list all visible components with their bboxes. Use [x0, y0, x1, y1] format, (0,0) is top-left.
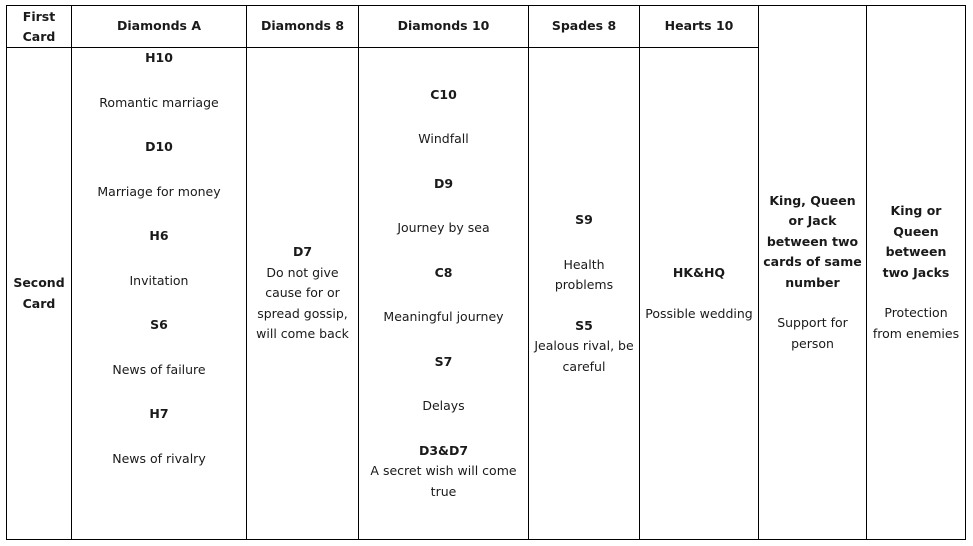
- row-label-line: Second: [13, 275, 65, 290]
- card-code: C8: [434, 264, 453, 280]
- card-code: D10: [145, 139, 173, 154]
- diamonds-a-cell: [72, 48, 246, 539]
- card-code: HK&HQ: [672, 265, 726, 280]
- combo-title-line: King or: [890, 203, 942, 218]
- header-spades-8: [529, 6, 639, 47]
- card-code: H10: [145, 50, 173, 65]
- card-meaning: Windfall: [418, 131, 469, 147]
- header-diamonds-8: [247, 6, 358, 47]
- card-code: D3&D7: [418, 442, 469, 458]
- card-code: D9: [433, 175, 454, 191]
- card-code: S9: [575, 212, 593, 227]
- header-diamonds-a-label: Diamonds A: [116, 18, 202, 34]
- card-meaning-line: Do not give: [266, 264, 339, 280]
- card-code: S7: [434, 353, 453, 369]
- header-diamonds-8-label: Diamonds 8: [260, 18, 345, 34]
- header-first-card-line: First: [22, 8, 56, 24]
- card-meaning-line: careful: [562, 358, 606, 374]
- spades-8-cell: [529, 48, 639, 539]
- header-diamonds-a: [72, 6, 246, 47]
- card-meaning: Marriage for money: [97, 183, 221, 199]
- card-meaning-line: A secret wish will come: [370, 463, 517, 479]
- card-meaning-line: spread gossip,: [257, 305, 348, 321]
- combo-meaning-line: Protection: [884, 305, 948, 320]
- card-meaning-line: problems: [554, 277, 614, 292]
- card-meaning: Possible wedding: [645, 305, 753, 321]
- card-meaning-line: true: [430, 483, 457, 499]
- card-meaning-line: cause for or: [265, 285, 340, 301]
- row-label-line: Card: [22, 295, 56, 311]
- card-code: S6: [150, 317, 168, 332]
- header-hearts-10-label: Hearts 10: [664, 18, 734, 34]
- combo-title-line: two Jacks: [882, 264, 950, 280]
- header-hearts-10: [640, 6, 758, 47]
- diamonds-8-cell: [247, 48, 358, 539]
- combo-title-line: Queen: [893, 223, 939, 239]
- header-diamonds-10: [359, 6, 528, 47]
- card-meaning: Delays: [422, 398, 465, 414]
- combo-title-line: cards of same: [763, 254, 862, 270]
- header-diamonds-10-label: Diamonds 10: [397, 18, 490, 34]
- card-meaning-line: Health: [563, 256, 605, 272]
- diamonds-10-cell: [359, 48, 528, 539]
- card-code: S5: [575, 317, 593, 333]
- card-meaning-line: will come back: [256, 326, 349, 342]
- card-meaning-line: Jealous rival, be: [534, 338, 634, 353]
- hearts-10-cell: [640, 48, 758, 539]
- combo-meaning-line: person: [791, 335, 834, 351]
- combo-title-line: or Jack: [788, 213, 837, 229]
- combo-title-line: number: [785, 274, 840, 290]
- header-first-card-line: Card: [22, 28, 56, 44]
- card-meaning: Journey by sea: [397, 220, 490, 236]
- card-meaning: Meaningful journey: [383, 309, 504, 325]
- combo-title-line: King, Queen: [769, 192, 856, 208]
- grid-line: [6, 539, 966, 540]
- card-code: D7: [292, 244, 313, 260]
- king-queen-two-jacks-cell: [867, 6, 965, 539]
- card-meaning: Invitation: [129, 272, 189, 288]
- header-spades-8-label: Spades 8: [551, 18, 617, 34]
- card-meaning: News of rivalry: [112, 450, 206, 466]
- combo-title-line: between: [885, 244, 947, 259]
- combo-meaning-line: Support for: [777, 315, 848, 331]
- card-meaning: Romantic marriage: [99, 94, 219, 110]
- card-code: H6: [149, 228, 169, 243]
- grid-line: [965, 5, 966, 540]
- combo-meaning-line: from enemies: [872, 325, 960, 341]
- row-label-second-card: [7, 48, 71, 539]
- king-queen-jack-cell: [759, 6, 866, 539]
- card-code: H7: [149, 406, 169, 421]
- header-first-card: [7, 6, 71, 47]
- card-meaning: News of failure: [112, 361, 206, 377]
- card-code: C10: [430, 86, 457, 102]
- combo-title-line: between two: [766, 233, 859, 249]
